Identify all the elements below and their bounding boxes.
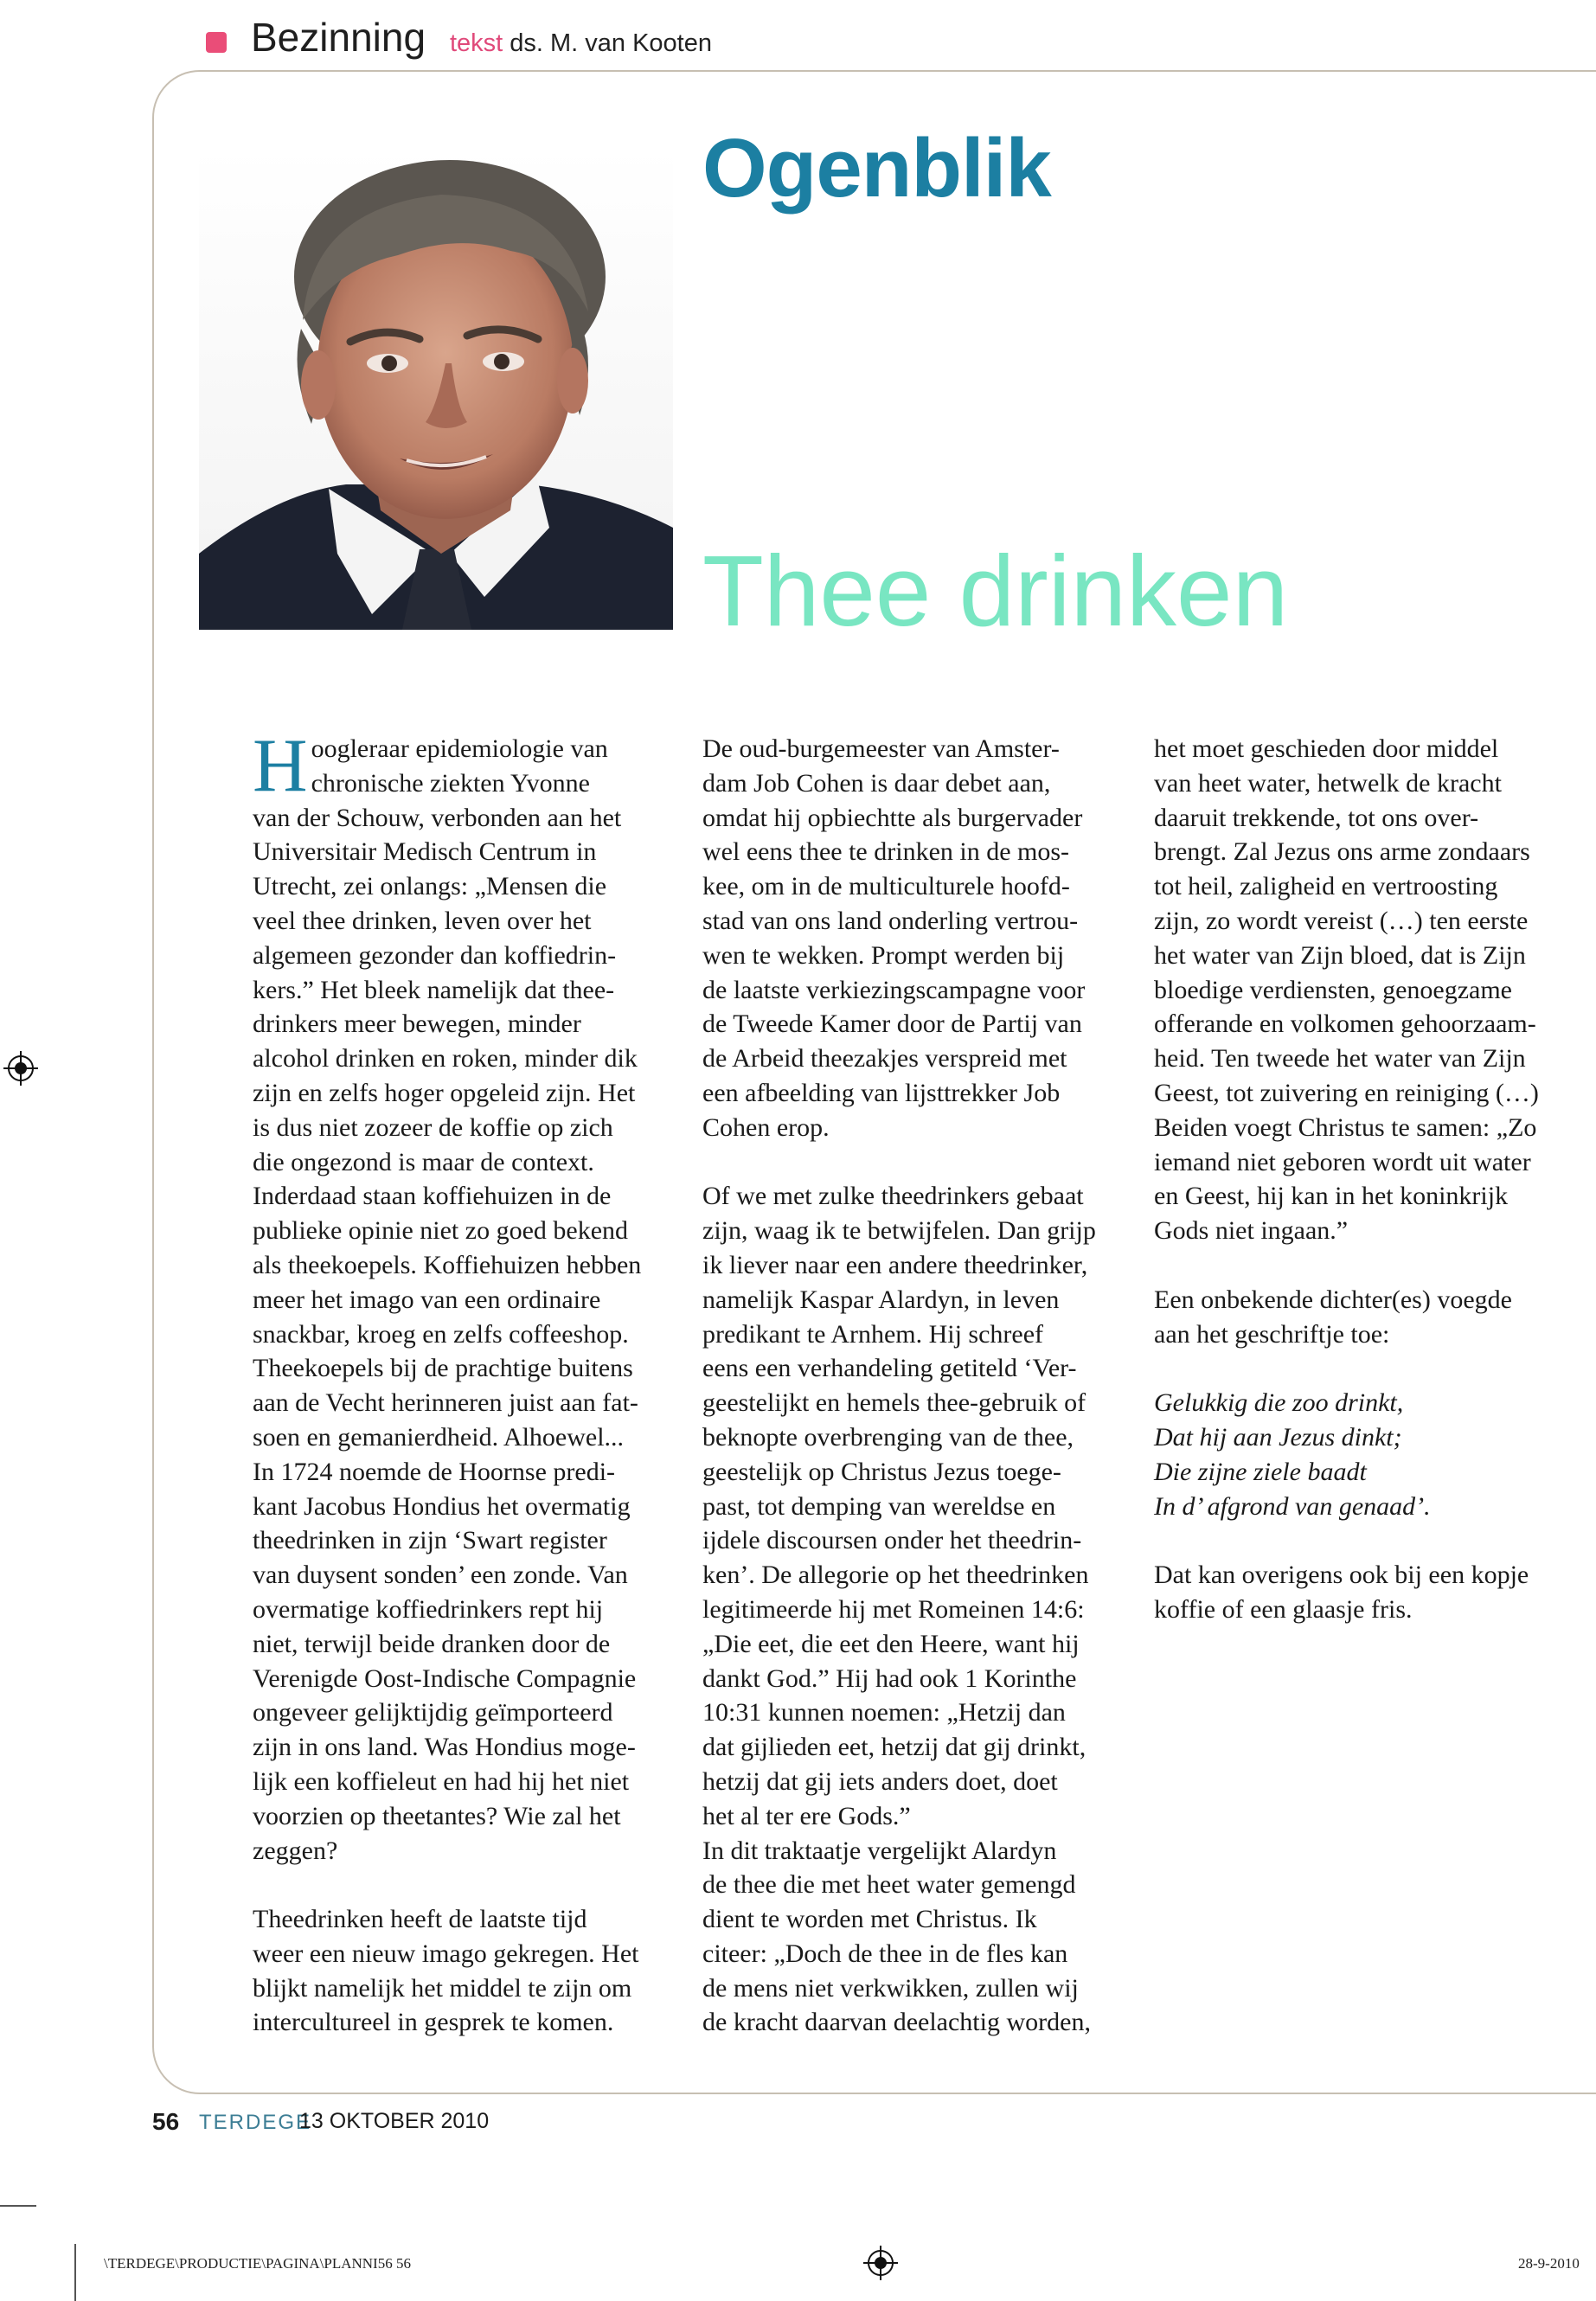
paragraph-text: oogleraar epidemiologie van chronische ziekten Yvonne van der Schouw, verbonden aan het Universitair Medisch Centrum in Utrecht, zei onlangs: „Mensen die veel thee drinken, leven over het algemeen gezonder dan koffiedrin- kers.” Het bleek namelijk dat thee- drinkers meer bewegen, minder alcohol drinken en roken, minder dik zijn en zelfs hoger opgeleid zijn. Het is dus niet zozeer de koffie op zich die ongezond is maar de context. Inderdaad staan koffiehuizen in de publieke opinie niet zo goed bekend als theekoepels. Koffiehuizen hebben meer het imago van een ordinaire snackbar, kroeg en zelfs coffeeshop. Theekoepels bij de prachtige buitens aan de Vecht herinneren juist aan fat- soen en gemanierdheid. Alhoewel... In 1724 noemde de Hoornse predi- kant Jacobus Hondius het overmatig theedrinken in zijn ‘Swart register van duysent sonden’ een zonde. Van overmatige koffiedrinkers rept hij niet, terwijl beide dranken door de Verenigde Oost-Indische Compagnie ongeveer gelijktijdig geïmporteerd zijn in ons land. Was Hondius moge- lijk een koffieleut en had hij het niet voorzien op theetantes? Wie zal het zeggen? (253, 734, 642, 1865)
text-column-1 (253, 724, 685, 2040)
print-slug-path: \TERDEGE\PRODUCTIE\PAGINA\PLANNI56 56 (104, 2255, 411, 2272)
print-slug-date: 28-9-2010 (1518, 2255, 1580, 2272)
paragraph: Theedrinken heeft de laatste tijd weer een nieuw imago gekregen. Het blijkt namelijk het middel te zijn om intercultureel in gesprek te komen. (253, 1905, 639, 2037)
paragraph (253, 724, 685, 1868)
trim-mark (74, 2244, 76, 2301)
text-column-3 (1154, 732, 1586, 1627)
text-column-2 (702, 732, 1135, 2040)
byline-label: tekst (450, 29, 503, 57)
poem: Gelukkig die zoo drinkt, Dat hij aan Jezus dinkt; Die zijne ziele baadt In d’ afgrond van genaad’. (1154, 1388, 1431, 1521)
author-portrait (199, 147, 673, 630)
section-marker (206, 32, 227, 53)
paragraph: Dat kan overigens ook bij een kopje koffie of een glaasje fris. (1154, 1561, 1529, 1624)
registration-mark-icon (3, 1051, 38, 1086)
column-title: Ogenblik (702, 122, 1051, 215)
article-title: Thee drinken (702, 535, 1289, 647)
paragraph: De oud-burgemeester van Amster- dam Job Cohen is daar debet aan, omdat hij opbiechtte als burgervader wel eens thee te drinken in de mos- kee, om in de multiculturele hoofd- stad van ons land onderling vertrou- wen te wekken. Prompt werden bij de laatste verkiezingscampagne voor de Tweede Kamer door de Partij van de Arbeid theezakjes verspreid met een afbeelding van lijsttrekker Job Cohen erop. (702, 734, 1086, 1142)
drop-cap: H (253, 724, 308, 808)
magazine-name: TERDEGE (199, 2111, 312, 2134)
byline (450, 29, 712, 58)
byline-author: ds. M. van Kooten (510, 29, 712, 57)
paragraph: Een onbekende dichter(es) voegde aan het geschriftje toe: (1154, 1285, 1512, 1349)
paragraph: Of we met zulke theedrinkers gebaat zijn, waag ik te betwijfelen. Dan grijp ik liever naar een andere theedrinker, namelijk Kaspar Alardyn, in leven predikant te Arnhem. Hij schreef eens een verhandeling getiteld ‘Ver- geestelijkt en hemels thee-gebruik of beknopte overbrenging van de thee, geestelijk op Christus Jezus toege- past, tot demping van wereldse en ijdele discoursen onder het theedrin- ken’. De allegorie op het theedrinken legitimeerde hij met Romeinen 14:6: „Die eet, die eet den Heere, want hij dankt God.” Hij had ook 1 Korinthe 10:31 kunnen noemen: „Hetzij dan dat gijlieden eet, hetzij dat gij drinkt, hetzij dat gij iets anders doet, doet het al ter ere Gods.” (702, 1182, 1096, 1830)
paragraph: In dit traktaatje vergelijkt Alardyn de thee die met heet water gemengd dient te worden met Christus. Ik citeer: „Doch de thee in de fles kan de mens niet verkwikken, zullen wij de kracht daarvan deelachtig worden, (702, 1836, 1091, 2037)
section-title: Bezinning (251, 15, 426, 60)
trim-mark (0, 2205, 36, 2207)
page-number: 56 (152, 2108, 180, 2135)
paragraph: het moet geschieden door middel van heet water, hetwelk de kracht daaruit trekkende, tot ons over- brengt. Zal Jezus ons arme zondaars tot heil, zaligheid en vertroosting zijn, zo wordt vereist (…) ten eerste het water van Zijn bloed, dat is Zijn bloedige verdiensten, genoegzame offerande en volkomen gehoorzaam- heid. Ten tweede het water van Zijn Geest, tot zuivering en reiniging (…) Beiden voegt Christus te samen: „Zo iemand niet geboren wordt uit water en Geest, hij kan in het koninkrijk Gods niet ingaan.” (1154, 734, 1539, 1246)
registration-mark-icon (863, 2246, 898, 2280)
issue-date: 13 OKTOBER 2010 (299, 2109, 490, 2133)
